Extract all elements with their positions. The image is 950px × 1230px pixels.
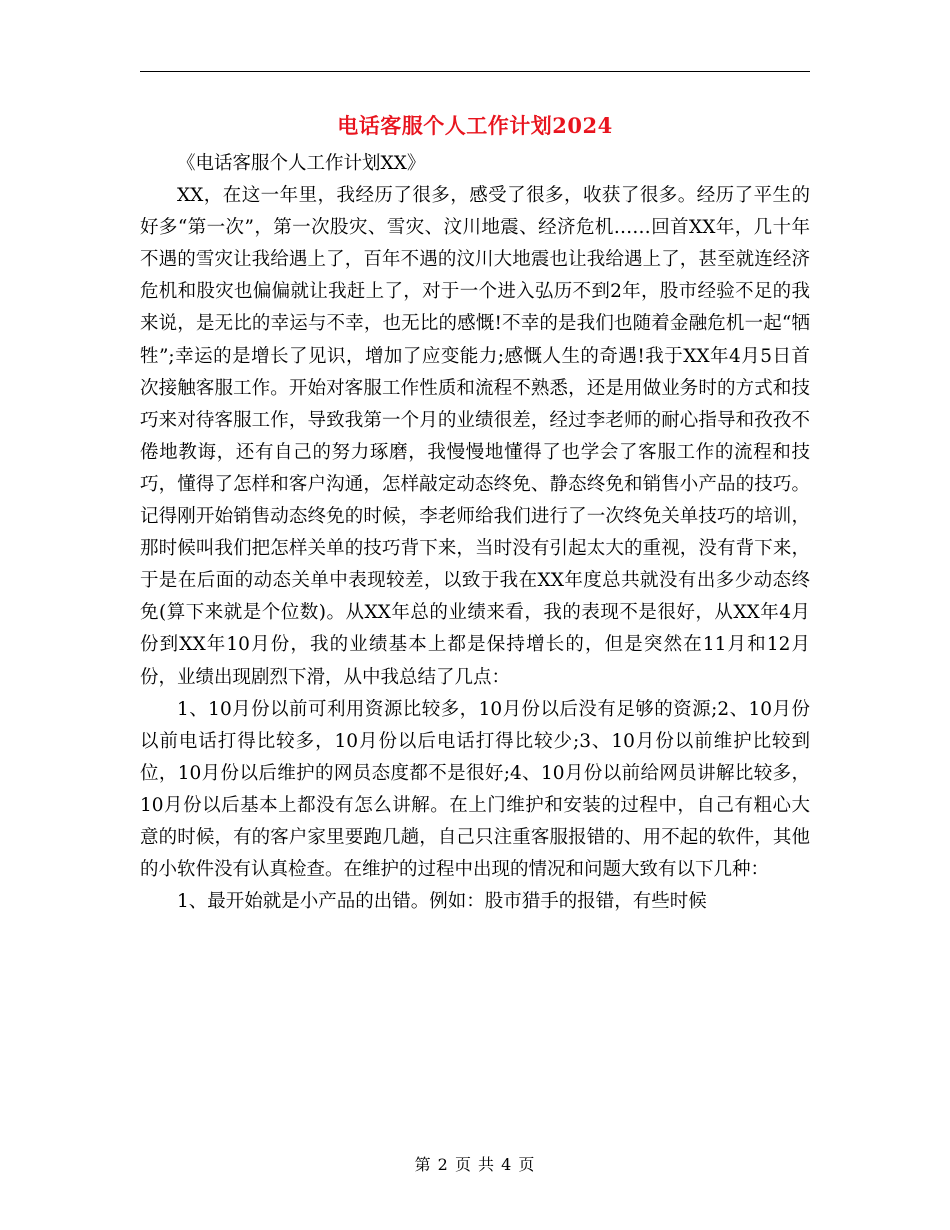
header-rule [140, 71, 810, 72]
page-number-footer: 第 2 页 共 4 页 [414, 1155, 536, 1174]
paragraph-summary-points: 1、10月份以前可利用资源比较多，10月份以后没有足够的资源;2、10月份以前电话打得比较多，10月份以后电话打得比较少;3、10月份以前维护比较到位，10月份以后维护的网员态度都不是很好;4、10月份以前给网员讲解比较多，10月份以后基本上都没有怎么讲解。在上门维护和安装的过程中，自己有粗心大意的时候，有的客户家里要跑几趟，自己只注重客服报错的、用不起的软件，其他的小软件没有认真检查。在维护的过程中出现的情况和问题大致有以下几种： [140, 698, 810, 881]
document-title: 电话客服个人工作计划2024 [337, 113, 613, 138]
paragraph-intro: XX，在这一年里，我经历了很多，感受了很多，收获了很多。经历了平生的好多“第一次”，第一次股灾、雪灾、汶川地震、经济危机……回首XX年，几十年不遇的雪灾让我给遇上了，百年不遇的汶川大地震也让我给遇上了，甚至就连经济危机和股灾也偏偏就让我赶上了，对于一个进入弘历不到2年，股市经验不足的我来说，是无比的幸运与不幸，也无比的感慨!不幸的是我们也随着金融危机一起“牺牲”;幸运的是增长了见识，增加了应变能力;感慨人生的奇遇!我于XX年4月5日首次接触客服工作。开始对客服工作性质和流程不熟悉，还是用做业务时的方式和技巧来对待客服工作，导致我第一个月的业绩很差，经过李老师的耐心指导和孜孜不倦地教诲，还有自己的努力琢磨，我慢慢地懂得了也学会了客服工作的流程和技巧，懂得了怎样和客户沟通，怎样敲定动态终免、静态终免和销售小产品的技巧。记得刚开始销售动态终免的时候，李老师给我们进行了一次终免关单技巧的培训，那时候叫我们把怎样关单的技巧背下来，当时没有引起太大的重视，没有背下来，于是在后面的动态关单中表现较差，以致于我在XX年度总共就没有出多少动态终免(算下来就是个位数)。从XX年总的业绩来看，我的表现不是很好，从XX年4月份到XX年10月份，我的业绩基本上都是保持增长的，但是突然在11月和12月份，业绩出现剧烈下滑，从中我总结了几点： [140, 185, 810, 688]
document-body [140, 148, 810, 918]
paragraph-subtitle: 《电话客服个人工作计划XX》 [177, 153, 426, 174]
paragraph-issues: 1、最开始就是小产品的出错。例如：股市猎手的报错，有些时候 [177, 891, 707, 913]
